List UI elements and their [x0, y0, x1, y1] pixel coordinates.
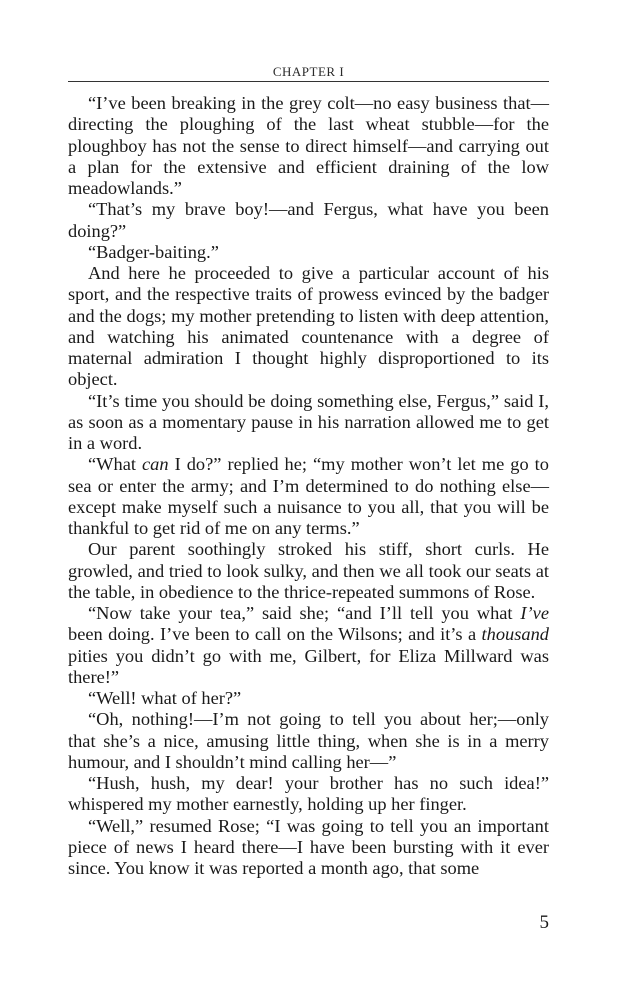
paragraph [68, 263, 549, 391]
text-run: “Oh, nothing!—I’m not going to tell you about her;—only that she’s a nice, amusing little thing, when she is in a merry humour, and I shouldn’t mind calling her—” [68, 709, 549, 772]
italic-run: I’ve [520, 603, 549, 623]
text-run: Our parent soothingly stroked his stiff, short curls. He growled, and tried to look sulky, and then we all took our seats at the table, in obedience to the thrice-repeated summons of Rose. [68, 539, 549, 602]
text-run: “Well! what of her?” [88, 688, 242, 708]
text-run: And here he proceeded to give a particular account of his sport, and the respective traits of prowess evinced by the badger and the dogs; my mother pretending to listen with deep attention, and watching his animated countenance with a degree of maternal admiration I thought highly disproportioned to its object. [68, 263, 549, 390]
paragraph [68, 816, 549, 880]
italic-run: thousand [481, 624, 549, 645]
running-header: CHAPTER I [272, 64, 345, 79]
text-run: “That’s my brave boy!—and Fergus, what have you been doing?” [68, 199, 549, 241]
text-run: “What [88, 454, 143, 475]
text-run: “Hush, hush, my dear! your brother has no such idea!” whispered my mother earnestly, holding up her finger. [68, 773, 549, 815]
paragraph [68, 93, 549, 199]
paragraph [68, 454, 549, 539]
italic-run: can [142, 454, 169, 475]
text-run: pities you didn’t go with me, Gilbert, for Eliza Millward was there!” [68, 645, 549, 687]
paragraph [68, 773, 549, 816]
body-text [68, 93, 549, 879]
text-run: “Well,” resumed Rose; “I was going to tell you an important piece of news I heard there—I have been bursting with it ever since. You know it was reported a month ago, that some [68, 815, 549, 878]
header-rule [68, 81, 549, 82]
paragraph [68, 539, 549, 603]
text-run: been doing. I’ve been to call on the Wilsons; and it’s a [68, 624, 482, 645]
paragraph [68, 603, 549, 688]
text-run: “Now take your tea,” said she; “and I’ll tell you what [88, 603, 521, 623]
text-run: “I’ve been breaking in the grey colt—no easy business that—directing the ploughing of the last wheat stubble—for the ploughboy has not the sense to direct himself—and carrying out a plan for the extensive and efficient draining of the low meadowlands.” [68, 93, 549, 198]
text-run: I do?” replied he; “my mother won’t let me go to sea or enter the army; and I’m determined to do nothing else—except make myself such a nuisance to you all, that you will be thankful to get rid of me on any terms.” [68, 454, 549, 538]
page-number: 5 [539, 912, 549, 933]
paragraph [68, 199, 549, 242]
text-run: “Badger-baiting.” [88, 241, 219, 262]
paragraph [68, 688, 549, 709]
text-run: “It’s time you should be doing something else, Fergus,” said I, as soon as a momentary pause in his narration allowed me to get in a word. [68, 390, 549, 453]
paragraph [68, 242, 549, 263]
paragraph [68, 391, 549, 455]
paragraph [68, 709, 549, 773]
